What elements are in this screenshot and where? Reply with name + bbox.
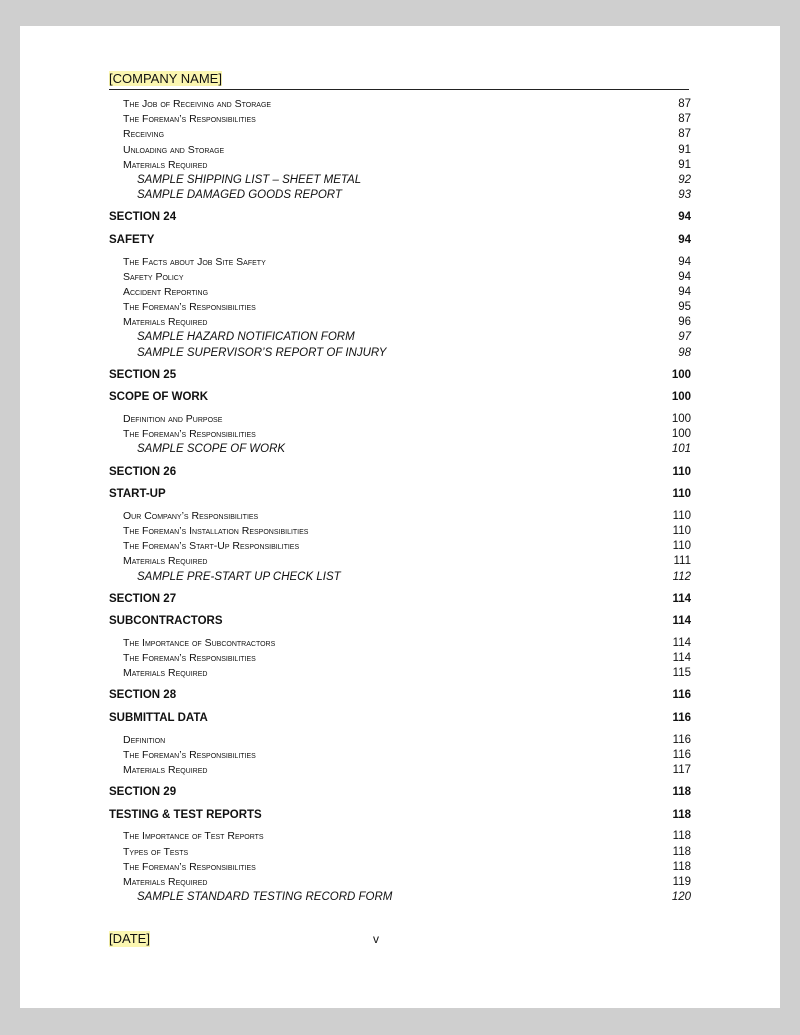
toc-entry-title: SAMPLE DAMAGED GOODS REPORT [137, 189, 342, 202]
toc-heading[interactable] [109, 483, 691, 506]
toc-page-number: 87 [678, 113, 691, 126]
toc-page-number: 116 [672, 733, 691, 746]
toc-entry[interactable] [109, 270, 691, 285]
toc-entry[interactable] [109, 763, 691, 778]
toc-page-number: 114 [672, 615, 691, 628]
toc-entry-title: START-UP [109, 488, 166, 501]
toc-page-number: 100 [671, 391, 691, 404]
toc-heading[interactable] [109, 684, 691, 707]
toc-entry[interactable] [109, 845, 691, 860]
toc-entry-title: TESTING & TEST REPORTS [109, 808, 262, 821]
document-page [20, 26, 780, 1008]
toc-heading[interactable] [109, 610, 691, 633]
toc-entry-title: The Foreman’s Responsibilities [123, 748, 256, 761]
toc-entry[interactable] [109, 427, 691, 442]
toc-heading[interactable] [109, 588, 691, 611]
toc-entry[interactable] [109, 554, 691, 569]
toc-entry-title: Materials Required [123, 316, 208, 329]
toc-page-number: 100 [671, 413, 691, 425]
toc-entry-title: SAMPLE STANDARD TESTING RECORD FORM [137, 891, 393, 904]
toc-page-number: 119 [672, 875, 691, 888]
toc-page-number: 96 [678, 316, 691, 329]
toc-entry-title: Types of Tests [123, 845, 189, 858]
toc-entry-title: Materials Required [123, 667, 208, 680]
toc-entry-title: Definition and Purpose [123, 413, 223, 425]
toc-page-number: 118 [672, 860, 691, 873]
toc-page-number: 118 [672, 845, 691, 858]
toc-page-number: 94 [678, 211, 691, 224]
toc-entry[interactable] [109, 127, 691, 142]
toc-entry-title: SECTION 25 [109, 368, 177, 381]
toc-entry-title: Our Company’s Responsibilities [123, 509, 259, 522]
page-number: v [373, 932, 379, 946]
table-of-contents [109, 97, 691, 905]
toc-entry-title: SUBMITTAL DATA [109, 712, 208, 725]
toc-entry[interactable] [109, 524, 691, 539]
toc-entry-title: SAMPLE SCOPE OF WORK [137, 443, 286, 456]
toc-entry-title: Receiving [123, 128, 165, 141]
toc-heading[interactable] [109, 804, 691, 827]
toc-page-number: 110 [672, 488, 691, 501]
toc-sample-entry[interactable] [109, 173, 691, 188]
toc-entry[interactable] [109, 651, 691, 666]
toc-page-number: 87 [678, 128, 691, 141]
toc-page-number: 87 [678, 98, 691, 110]
toc-entry-title: The Foreman’s Responsibilities [123, 860, 256, 873]
toc-entry[interactable] [109, 300, 691, 315]
toc-entry[interactable] [109, 412, 691, 427]
toc-entry-title: The Foreman’s Responsibilities [123, 301, 256, 314]
toc-heading[interactable] [109, 386, 691, 409]
toc-page-number: 118 [672, 830, 691, 843]
toc-entry-title: SCOPE OF WORK [109, 391, 209, 404]
toc-page-number: 111 [673, 555, 691, 568]
toc-page-number: 114 [672, 652, 691, 665]
toc-page-number: 116 [672, 712, 691, 725]
toc-entry-title: The Foreman’s Start-Up Responsibilities [123, 540, 300, 553]
toc-entry[interactable] [109, 539, 691, 554]
toc-entry-title: SECTION 27 [109, 592, 177, 605]
toc-page-number: 114 [672, 636, 691, 649]
toc-page-number: 95 [678, 301, 691, 314]
toc-sample-entry[interactable] [109, 188, 691, 203]
toc-entry-title: Materials Required [123, 875, 208, 888]
toc-entry-title: SAFETY [109, 233, 155, 246]
toc-heading[interactable] [109, 707, 691, 730]
toc-entry-title: The Facts about Job Site Safety [123, 255, 266, 268]
toc-entry-title: SECTION 28 [109, 689, 177, 702]
toc-page-number: 115 [672, 667, 691, 680]
toc-heading[interactable] [109, 781, 691, 804]
toc-entry-title: SAMPLE HAZARD NOTIFICATION FORM [137, 331, 355, 344]
toc-page-number: 112 [672, 570, 691, 583]
toc-entry[interactable] [109, 748, 691, 763]
toc-entry-title: The Foreman’s Responsibilities [123, 113, 256, 126]
toc-entry-title: Unloading and Storage [123, 143, 225, 156]
toc-page-number: 120 [671, 891, 691, 904]
toc-entry[interactable] [109, 666, 691, 681]
toc-heading[interactable] [109, 206, 691, 229]
toc-entry-title: The Foreman’s Responsibilities [123, 428, 256, 441]
toc-entry-title: The Importance of Subcontractors [123, 636, 276, 649]
toc-page-number: 100 [671, 428, 691, 441]
toc-entry-title: The Importance of Test Reports [123, 830, 264, 843]
toc-sample-entry[interactable] [109, 890, 691, 905]
toc-entry[interactable] [109, 158, 691, 173]
toc-entry-title: Materials Required [123, 555, 208, 568]
company-name-placeholder: [COMPANY NAME] [109, 71, 222, 86]
toc-page-number: 116 [672, 748, 691, 761]
toc-page-number: 117 [672, 764, 691, 776]
toc-entry[interactable] [109, 255, 691, 270]
toc-entry-title: The Foreman’s Installation Responsibilities [123, 524, 309, 537]
toc-page-number: 93 [678, 189, 691, 202]
toc-entry[interactable] [109, 636, 691, 651]
toc-entry[interactable] [109, 829, 691, 844]
toc-page-number: 116 [672, 689, 691, 702]
toc-entry-title: SAMPLE SHIPPING LIST – SHEET METAL [137, 173, 362, 186]
toc-entry[interactable] [109, 97, 691, 112]
toc-page-number: 110 [672, 540, 691, 553]
toc-entry[interactable] [109, 143, 691, 158]
toc-page-number: 94 [678, 255, 691, 268]
toc-heading[interactable] [109, 461, 691, 484]
toc-page-number: 94 [678, 285, 691, 298]
toc-sample-entry[interactable] [109, 442, 691, 457]
page-footer [109, 930, 389, 950]
toc-page-number: 97 [678, 331, 691, 344]
toc-entry[interactable] [109, 112, 691, 127]
toc-entry[interactable] [109, 733, 691, 748]
toc-page-number: 114 [672, 592, 691, 605]
toc-entry[interactable] [109, 315, 691, 330]
page-header [109, 70, 689, 90]
toc-entry-title: SAMPLE PRE-START UP CHECK LIST [137, 570, 341, 583]
toc-sample-entry[interactable] [109, 346, 691, 361]
toc-page-number: 110 [672, 465, 691, 478]
toc-entry-title: SECTION 26 [109, 465, 177, 478]
toc-entry-title: SECTION 29 [109, 786, 177, 799]
toc-page-number: 94 [678, 233, 691, 246]
toc-entry-title: Accident Reporting [123, 285, 209, 298]
toc-entry-title: Safety Policy [123, 270, 184, 283]
toc-page-number: 118 [672, 786, 691, 799]
toc-page-number: 118 [672, 808, 691, 821]
toc-entry-title: SAMPLE SUPERVISOR’S REPORT OF INJURY [137, 346, 387, 359]
toc-sample-entry[interactable] [109, 330, 691, 345]
toc-page-number: 100 [671, 368, 691, 381]
toc-entry[interactable] [109, 875, 691, 890]
toc-entry-title: SUBCONTRACTORS [109, 615, 223, 628]
toc-entry-title: The Job of Receiving and Storage [123, 98, 272, 110]
toc-page-number: 110 [672, 524, 691, 537]
toc-sample-entry[interactable] [109, 570, 691, 585]
toc-entry-title: SECTION 24 [109, 211, 177, 224]
toc-entry[interactable] [109, 509, 691, 524]
toc-heading[interactable] [109, 364, 691, 387]
date-placeholder: [DATE] [109, 931, 150, 946]
toc-entry-title: Materials Required [123, 764, 208, 776]
toc-entry-title: Materials Required [123, 158, 208, 171]
toc-entry[interactable] [109, 285, 691, 300]
toc-page-number: 94 [678, 270, 691, 283]
toc-entry[interactable] [109, 860, 691, 875]
toc-page-number: 98 [678, 346, 691, 359]
toc-entry-title: The Foreman’s Responsibilities [123, 652, 256, 665]
toc-page-number: 91 [678, 143, 691, 156]
toc-page-number: 92 [678, 173, 691, 186]
toc-page-number: 101 [671, 443, 691, 456]
toc-heading[interactable] [109, 229, 691, 252]
toc-page-number: 91 [678, 158, 691, 171]
toc-page-number: 110 [672, 509, 691, 522]
toc-entry-title: Definition [123, 733, 166, 746]
